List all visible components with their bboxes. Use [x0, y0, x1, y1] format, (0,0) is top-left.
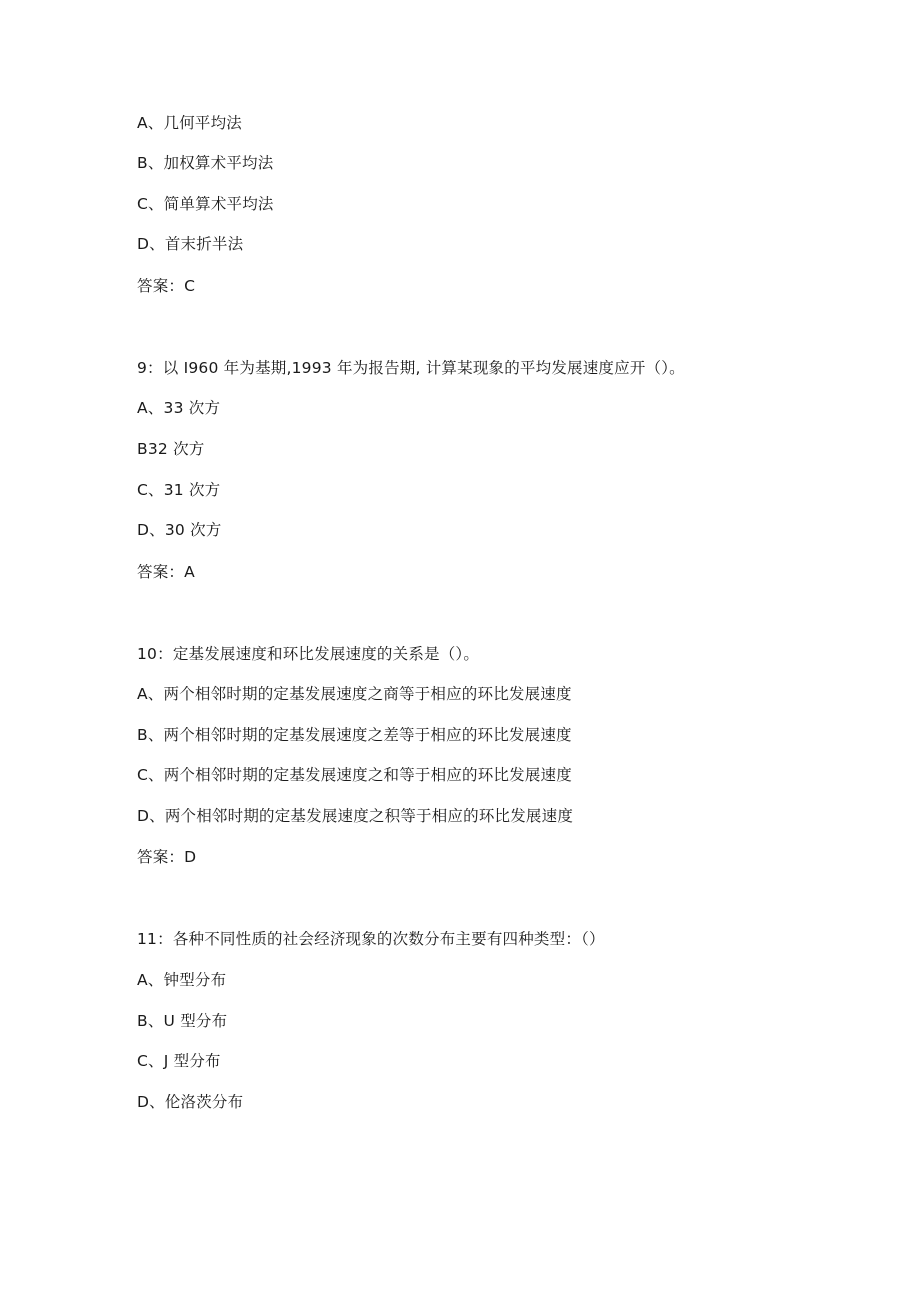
q8-answer: 答案：C [137, 277, 196, 295]
q11-option-d: D、伦洛茨分布 [137, 1093, 244, 1111]
q11-option-c: C、J 型分布 [137, 1052, 221, 1070]
q10-option-c: C、两个相邻时期的定基发展速度之和等于相应的环比发展速度 [137, 766, 572, 784]
q10-answer: 答案：D [137, 848, 197, 866]
q9-answer: 答案：A [137, 563, 195, 581]
q11-option-a: A、钟型分布 [137, 971, 227, 989]
q10-option-a: A、两个相邻时期的定基发展速度之商等于相应的环比发展速度 [137, 685, 572, 703]
q8-option-b: B、加权算术平均法 [137, 154, 274, 172]
q10-question: 10：定基发展速度和环比发展速度的关系是（）。 [137, 645, 480, 663]
q8-option-c: C、简单算术平均法 [137, 195, 274, 213]
q9-option-c: C、31 次方 [137, 481, 221, 499]
q11-option-b: B、U 型分布 [137, 1012, 228, 1030]
q11-question: 11：各种不同性质的社会经济现象的次数分布主要有四种类型：（） [137, 930, 605, 948]
q9-option-a: A、33 次方 [137, 399, 221, 417]
q8-option-d: D、首末折半法 [137, 235, 244, 253]
q10-option-d: D、两个相邻时期的定基发展速度之积等于相应的环比发展速度 [137, 807, 574, 825]
q9-option-d: D、30 次方 [137, 521, 222, 539]
q9-option-b: B32 次方 [137, 440, 205, 458]
q9-question: 9：以 I960 年为基期,1993 年为报告期, 计算某现象的平均发展速度应开（）。 [137, 359, 685, 377]
q10-option-b: B、两个相邻时期的定基发展速度之差等于相应的环比发展速度 [137, 726, 572, 744]
q8-option-a: A、几何平均法 [137, 114, 243, 132]
